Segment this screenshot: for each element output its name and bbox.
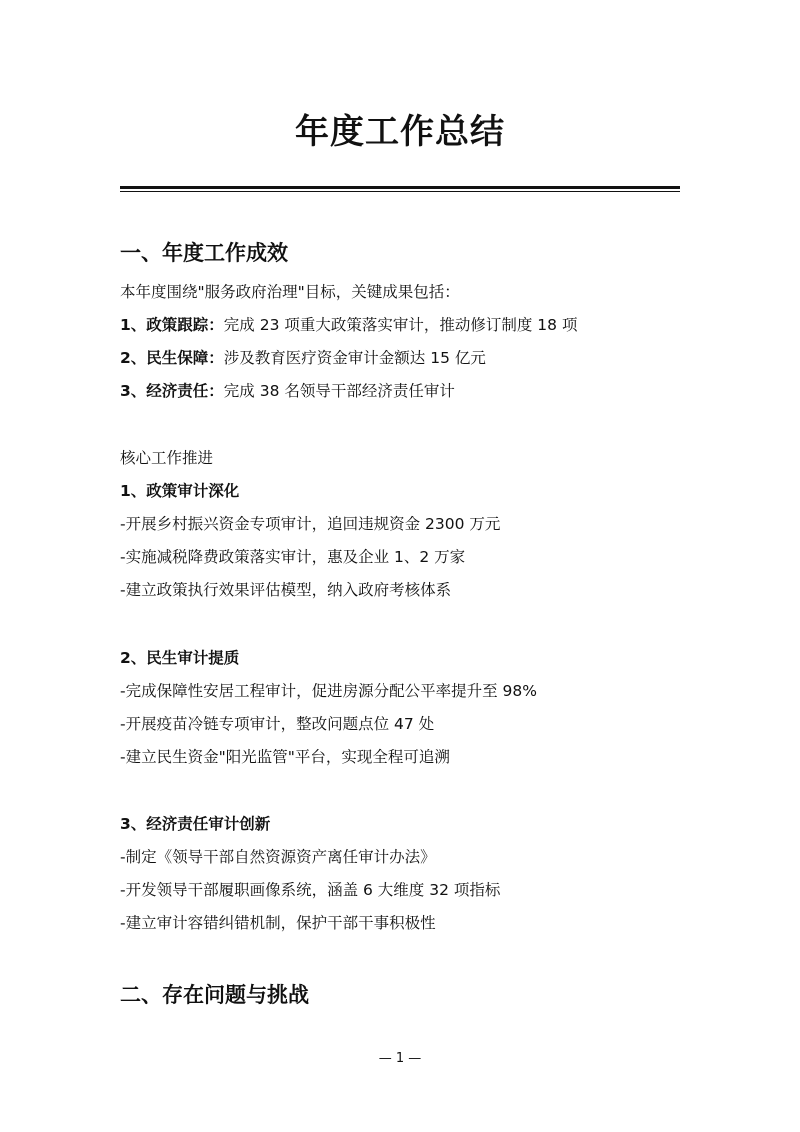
list-item: -实施减税降费政策落实审计，惠及企业 1、2 万家 xyxy=(120,548,466,566)
achievement-text: 完成 23 项重大政策落实审计，推动修订制度 18 项 xyxy=(223,316,578,334)
section-2-heading: 二、存在问题与挑战 xyxy=(120,983,309,1007)
page-number: — 1 — xyxy=(378,1051,422,1066)
list-item: -开展乡村振兴资金专项审计，追回违规资金 2300 万元 xyxy=(120,515,501,533)
list-item: -完成保障性安居工程审计，促进房源分配公平率提升至 98% xyxy=(120,682,537,700)
achievement-item xyxy=(120,347,486,369)
core-work-heading: 核心工作推进 xyxy=(120,449,214,467)
section-1-intro: 本年度围绕"服务政府治理"目标，关键成果包括： xyxy=(120,283,460,301)
list-item: -建立民生资金"阳光监管"平台，实现全程可追溯 xyxy=(120,748,450,766)
group-title-economic-responsibility: 3、经济责任审计创新 xyxy=(120,815,271,833)
list-item: -开展疫苗冷链专项审计，整改问题点位 47 处 xyxy=(120,715,435,733)
achievement-item xyxy=(120,380,455,402)
list-item: -建立政策执行效果评估模型，纳入政府考核体系 xyxy=(120,581,452,599)
achievement-text: 完成 38 名领导干部经济责任审计 xyxy=(223,382,455,400)
achievement-label: 3、经济责任： xyxy=(120,382,224,400)
title-rule-thin xyxy=(120,191,680,192)
group-title-livelihood-audit: 2、民生审计提质 xyxy=(120,649,240,667)
achievement-text: 涉及教育医疗资金审计金额达 15 亿元 xyxy=(223,349,486,367)
document-title: 年度工作总结 xyxy=(295,112,505,152)
achievement-item xyxy=(120,314,577,336)
section-1-heading: 一、年度工作成效 xyxy=(120,241,288,265)
list-item: -建立审计容错纠错机制，保护干部干事积极性 xyxy=(120,914,436,932)
list-item: -开发领导干部履职画像系统，涵盖 6 大维度 32 项指标 xyxy=(120,881,501,899)
achievement-label: 2、民生保障： xyxy=(120,349,224,367)
list-item: -制定《领导干部自然资源资产离任审计办法》 xyxy=(120,848,436,866)
group-title-policy-audit: 1、政策审计深化 xyxy=(120,482,240,500)
achievement-label: 1、政策跟踪： xyxy=(120,316,224,334)
title-rule-thick xyxy=(120,186,680,189)
